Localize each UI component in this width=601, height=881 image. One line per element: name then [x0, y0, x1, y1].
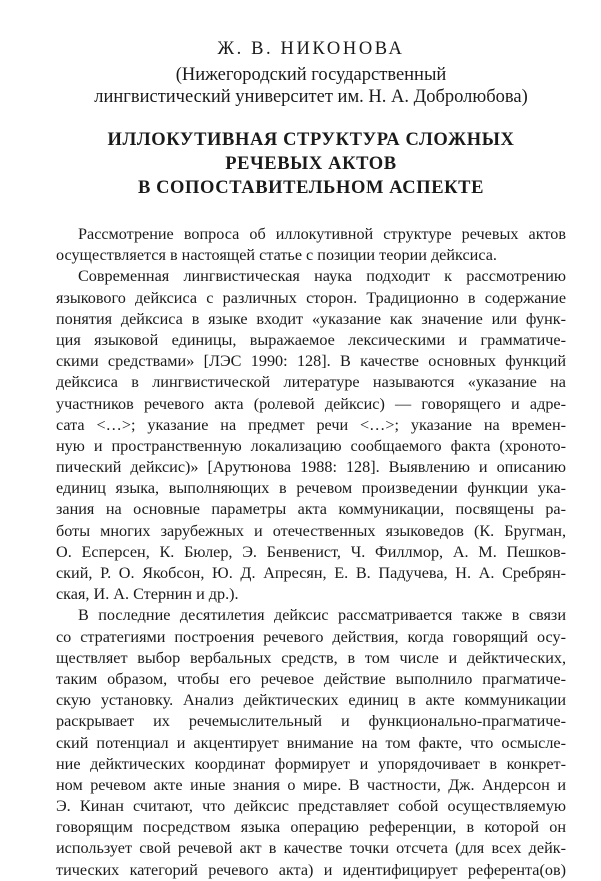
text-line: О. Есперсен, К. Бюлер, Э. Бенвенист, Ч. Филлмор, А. М. Пешков-	[56, 542, 566, 561]
affiliation-line: (Нижегородский государственный	[175, 65, 447, 85]
text-line: осуществляется в настоящей статье с позиции теории дейксиса.	[56, 246, 497, 265]
text-line: ский, Р. О. Якобсон, Ю. Д. Апресян, Е. В. Падучева, Н. А. Сребрян-	[56, 564, 566, 582]
text-line: таким образом, чтобы его речевое действие выполнило прагматиче-	[56, 669, 566, 688]
text-line: говорящим посредством языка операцию референции, в которой он	[56, 818, 566, 837]
author-affiliation	[56, 64, 566, 108]
text-line: сата <…>; указание на предмет речи <…>; указание на времен-	[56, 415, 566, 434]
text-line: участников речевого акта (ролевой дейксис) — говорящего и адре-	[56, 394, 566, 413]
text-line: языкового дейксиса с различных сторон. Традиционно в содержание	[56, 288, 566, 307]
text-line: боты многих зарубежных и отечественных языковедов (К. Бругман,	[56, 521, 566, 540]
text-line: со стратегиями построения речевого действия, когда говорящий осу-	[56, 627, 566, 646]
text-line: дейксиса в лингвистической литературе называются «указание на	[56, 373, 566, 392]
text-line: тических категорий речевого акта) и идентифицирует референта(ов)	[56, 860, 566, 879]
title-line: ИЛЛОКУТИВНАЯ СТРУКТУРА СЛОЖНЫХ	[107, 130, 515, 150]
text-line: ном речевом акте иные знания о мире. В частности, Дж. Андерсон и	[56, 775, 566, 794]
title-line: В СОПОСТАВИТЕЛЬНОМ АСПЕКТЕ	[137, 178, 485, 198]
paper-page	[0, 38, 601, 879]
text-line: зания на основные параметры акта коммуникации, посвящены ра-	[56, 500, 566, 519]
affiliation-line: лингвистический университет им. Н. А. Добролюбова)	[94, 87, 528, 107]
text-line: Э. Кинан считают, что дейксис представляет собой осуществляемую	[56, 797, 566, 816]
text-line: ция языковой единицы, выражаемое лексическими и грамматиче-	[56, 330, 566, 349]
text-line: ский потенциал и акцентирует внимание на том факте, что осмысле-	[56, 733, 566, 752]
text-line: В последние десятилетия дейксис рассматривается также в связи	[78, 606, 566, 625]
text-line: ние дейктических координат формирует и упорядочивает в конкрет-	[56, 754, 566, 773]
text-line: скими средствами» [ЛЭС 1990: 128]. В качестве основных функций	[56, 352, 566, 371]
text-line: использует свой речевой акт в качестве точки отсчета (для всех дейк-	[56, 839, 566, 858]
title-line: РЕЧЕВЫХ АКТОВ	[225, 154, 397, 174]
text-line: понятия дейксиса в языке входит «указание как значение или функ-	[56, 309, 566, 328]
article-title	[56, 128, 566, 200]
author-name: Ж. В. НИКОНОВА	[217, 39, 405, 59]
text-line: пический дейксис)» [Арутюнова 1988: 128]. Выявлению и описанию	[56, 458, 566, 477]
text-line: ская, И. А. Стернин и др.).	[56, 585, 239, 604]
text-line: ществляет выбор вербальных средств, в том числе и дейктических,	[56, 648, 566, 667]
text-line: скую установку. Анализ дейктических единиц в акте коммуникации	[56, 691, 566, 710]
text-line: Современная лингвистическая наука подходит к рассмотрению	[78, 267, 566, 286]
text-line: ную и пространственную локализацию сообщаемого факта (хроното-	[56, 436, 566, 455]
article-body	[56, 224, 566, 881]
text-line: раскрывает их речемыслительный и функционально-прагматиче-	[56, 712, 566, 731]
text-line: единиц языка, выполняющих в речевом произведении функции ука-	[56, 479, 566, 498]
text-line: Рассмотрение вопроса об иллокутивной структуре речевых актов	[78, 225, 566, 243]
